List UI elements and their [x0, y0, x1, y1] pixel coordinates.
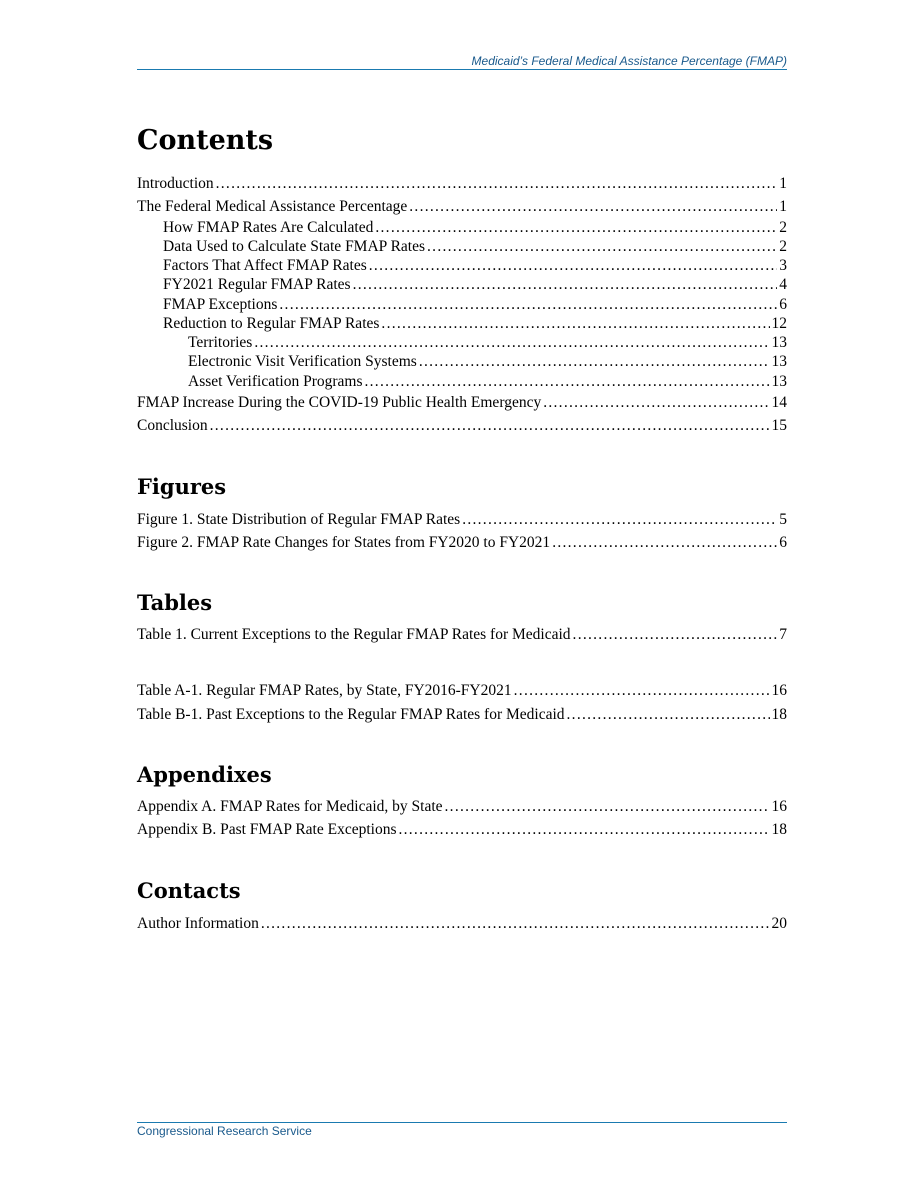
- toc-entry-table-a-1[interactable]: [137, 682, 787, 701]
- dot-leader: [375, 219, 777, 237]
- toc-entry-page: 5: [779, 511, 787, 528]
- dot-leader: [261, 915, 770, 933]
- dot-leader: [369, 257, 777, 275]
- toc-entry-appendix-b[interactable]: [137, 821, 787, 840]
- toc-entry-page: 18: [771, 821, 787, 838]
- dot-leader: [210, 417, 770, 435]
- toc-entry-page: 13: [771, 334, 787, 351]
- toc-entry-page: 4: [779, 276, 787, 293]
- dot-leader: [398, 821, 769, 839]
- toc-entry-federal-medical-assistance-percentage[interactable]: [137, 198, 787, 217]
- dot-leader: [279, 296, 777, 314]
- dot-leader: [409, 198, 777, 216]
- toc-entry-label: Table A-1. Regular FMAP Rates, by State, FY2016-FY2021: [137, 682, 512, 699]
- dot-leader: [216, 175, 778, 193]
- dot-leader: [381, 315, 769, 333]
- dot-leader: [543, 394, 769, 412]
- toc-entry-page: 6: [779, 296, 787, 313]
- dot-leader: [353, 276, 778, 294]
- toc-entry-page: 6: [779, 534, 787, 551]
- toc-entry-page: 20: [771, 915, 787, 932]
- dot-leader: [427, 238, 777, 256]
- toc-entry-page: 7: [779, 626, 787, 643]
- toc-entry-page: 2: [779, 238, 787, 255]
- toc-entry-label: Introduction: [137, 175, 214, 192]
- toc-entry-page: 15: [771, 417, 787, 434]
- toc-entry-table-b-1[interactable]: [137, 706, 787, 725]
- dot-leader: [419, 353, 770, 371]
- toc-entry-label: Author Information: [137, 915, 259, 932]
- toc-entry-page: 12: [771, 315, 787, 332]
- toc-entry-label: Reduction to Regular FMAP Rates: [163, 315, 380, 332]
- toc-entry-data-used[interactable]: [163, 238, 787, 257]
- footer-rule: [137, 1122, 787, 1123]
- tables-heading: Tables: [137, 590, 213, 615]
- toc-entry-label: FMAP Exceptions: [163, 296, 278, 313]
- toc-entry-label: Figure 1. State Distribution of Regular FMAP Rates: [137, 511, 461, 528]
- toc-entry-fy2021-regular-fmap-rates[interactable]: [163, 276, 787, 295]
- contents-heading: Contents: [137, 125, 274, 156]
- toc-entry-label: FY2021 Regular FMAP Rates: [163, 276, 351, 293]
- dot-leader: [254, 334, 769, 352]
- figures-heading: Figures: [137, 474, 227, 499]
- toc-entry-label: Conclusion: [137, 417, 208, 434]
- dot-leader: [365, 373, 770, 391]
- toc-entry-label: Data Used to Calculate State FMAP Rates: [163, 238, 426, 255]
- toc-entry-label: Factors That Affect FMAP Rates: [163, 257, 367, 274]
- dot-leader: [514, 682, 770, 700]
- toc-entry-label: Electronic Visit Verification Systems: [188, 353, 417, 370]
- toc-entry-introduction[interactable]: [137, 175, 787, 194]
- toc-entry-label: Appendix B. Past FMAP Rate Exceptions: [137, 821, 397, 838]
- toc-entry-label: Territories: [188, 334, 253, 351]
- toc-entry-label: Appendix A. FMAP Rates for Medicaid, by State: [137, 798, 443, 815]
- toc-entry-figure-1[interactable]: [137, 511, 787, 530]
- toc-entry-page: 1: [779, 175, 787, 192]
- dot-leader: [573, 626, 778, 644]
- toc-entry-conclusion[interactable]: [137, 417, 787, 436]
- toc-entry-electronic-visit-verification[interactable]: [188, 353, 787, 372]
- toc-entry-how-fmap-rates-are-calculated[interactable]: [163, 219, 787, 238]
- running-header: Medicaid’s Federal Medical Assistance Percentage (FMAP): [471, 54, 787, 68]
- toc-entry-fmap-exceptions[interactable]: [163, 296, 787, 315]
- toc-entry-label: How FMAP Rates Are Calculated: [163, 219, 374, 236]
- toc-entry-label: Asset Verification Programs: [188, 373, 363, 390]
- toc-entry-label: Table B-1. Past Exceptions to the Regular FMAP Rates for Medicaid: [137, 706, 565, 723]
- toc-entry-label: Table 1. Current Exceptions to the Regular FMAP Rates for Medicaid: [137, 626, 571, 643]
- toc-entry-label: FMAP Increase During the COVID-19 Public Health Emergency: [137, 394, 542, 411]
- toc-entry-page: 18: [771, 706, 787, 723]
- dot-leader: [567, 706, 770, 724]
- toc-entry-page: 2: [779, 219, 787, 236]
- toc-entry-asset-verification[interactable]: [188, 373, 787, 392]
- dot-leader: [462, 511, 777, 529]
- toc-entry-page: 13: [771, 373, 787, 390]
- toc-entry-territories[interactable]: [188, 334, 787, 353]
- toc-entry-page: 13: [771, 353, 787, 370]
- toc-entry-page: 14: [771, 394, 787, 411]
- toc-entry-fmap-increase-covid[interactable]: [137, 394, 787, 413]
- toc-entry-factors[interactable]: [163, 257, 787, 276]
- toc-entry-page: 3: [779, 257, 787, 274]
- toc-entry-page: 16: [771, 798, 787, 815]
- toc-entry-figure-2[interactable]: [137, 534, 787, 553]
- toc-entry-label: Figure 2. FMAP Rate Changes for States from FY2020 to FY2021: [137, 534, 551, 551]
- running-footer: Congressional Research Service: [137, 1124, 312, 1138]
- dot-leader: [552, 534, 777, 552]
- toc-entry-page: 16: [771, 682, 787, 699]
- dot-leader: [445, 798, 770, 816]
- contacts-heading: Contacts: [137, 878, 241, 903]
- appendixes-heading: Appendixes: [137, 762, 272, 787]
- header-rule: [137, 69, 787, 70]
- toc-entry-page: 1: [779, 198, 787, 215]
- toc-entry-table-1[interactable]: [137, 626, 787, 645]
- toc-entry-author-information[interactable]: [137, 915, 787, 934]
- toc-entry-reduction[interactable]: [163, 315, 787, 334]
- toc-entry-appendix-a[interactable]: [137, 798, 787, 817]
- toc-entry-label: The Federal Medical Assistance Percentage: [137, 198, 408, 215]
